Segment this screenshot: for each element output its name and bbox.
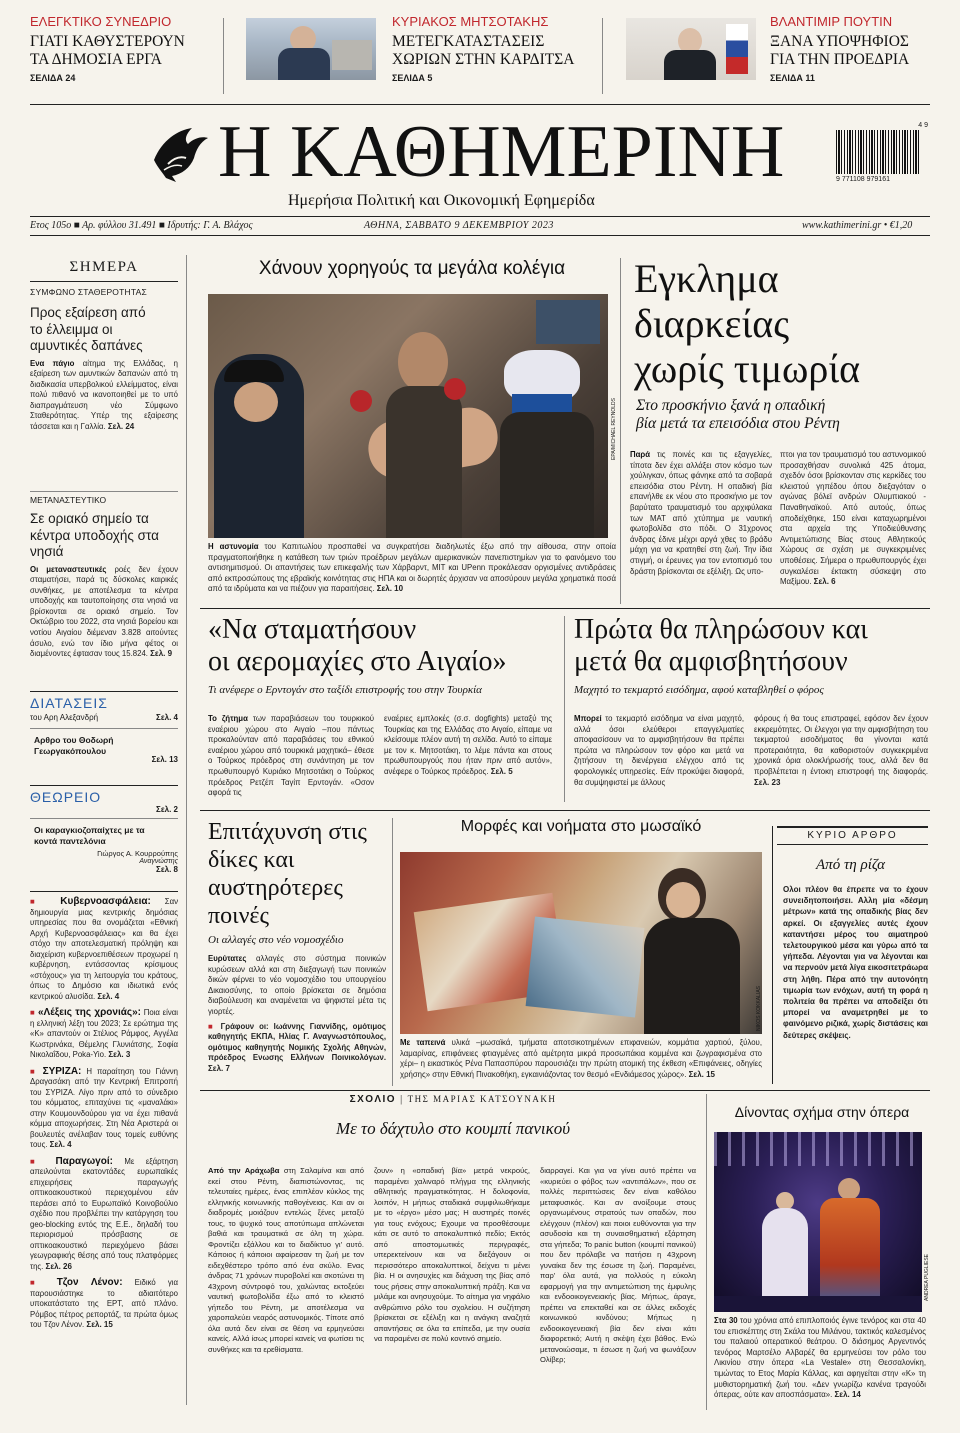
masthead-rule (30, 235, 930, 236)
tax-deck: Μαχητό το τεκμαρτό εισόδημα, αφού καταβληθεί ο φόρος (574, 684, 824, 696)
brief-item[interactable] (30, 1067, 178, 1151)
page-ref: Σελ. 15 (688, 1069, 715, 1079)
separator: | (396, 1094, 408, 1105)
lead-headline: διαρκείας (634, 301, 790, 346)
divider (602, 18, 603, 94)
divider (223, 18, 224, 94)
masthead-rule (30, 216, 930, 217)
commentary-author: ΤΗΣ ΜΑΡΙΑΣ ΚΑΤΣΟΥΝΑΚΗ (407, 1094, 557, 1104)
person-face (234, 382, 278, 422)
teaser-kicker: ΚΥΡΙΑΚΟΣ ΜΗΤΣΟΤΑΚΗΣ (392, 14, 549, 29)
lead-text: τις ποινές και τις εξαγγελίες, τίποτα δεν έχει αλλάξει στον κόσμο των χούλιγκαν, όπως φάνηκε από τα σοβαρά επεισόδια στου Ρέντη. Η οπαδική βία επανήλθε εκ νέου στο προσκήνιο με τον βαρύτατο τραυματισμό του αρχιφύλακα των ΜΑΤ από χτύπημα με ναυτική φωτοβολίδα στο πόδι. Ο 31χρονος άνδρας έδινε μέχρι αργά χθες το βράδυ μάχη για να κρατηθεί στη ζωή. Την ίδια στιγμή, οι έρευνες για τον εντοπισμό του δράστη βρίσκονται σε εξέλιξη. Ως υπο- (630, 450, 772, 576)
sign-board (536, 300, 600, 344)
page-ref: Σελ. 15 (86, 1320, 113, 1329)
caption-lead: Στα 30 (714, 1316, 738, 1325)
sidebar-item[interactable] (30, 495, 178, 660)
divider (620, 258, 621, 604)
sidebar-headline: Σε οριακό σημείο τα κέντρα υποδοχής στα νησιά (30, 511, 159, 559)
lead-photo-headline: Χάνουν χορηγούς τα μεγάλα κολέγια (258, 258, 566, 279)
bullet-icon: ■ (208, 1021, 221, 1031)
sidebar-divider (186, 255, 187, 1405)
photo-credit: ANDREA PUGLIESE (924, 1254, 930, 1301)
sidebar-text (30, 359, 178, 433)
protester-figure (500, 412, 594, 538)
opera-caption (714, 1316, 926, 1401)
brief-lead: «Λέξεις της χρονιάς»: (38, 1007, 141, 1018)
justice-story[interactable] (208, 818, 386, 1082)
sidebar-text-lead: Ενα πάγιο (30, 358, 75, 368)
commentary-col-1 (208, 1166, 364, 1355)
commentary-text-lead: Από την Αράχωβα (208, 1166, 280, 1175)
bullet-icon: ■ (30, 897, 61, 906)
divider (30, 491, 178, 492)
brief-text: Η παραίτηση του Γιάννη Δραγασάκη από την Κεντρική Επιτροπή του ΣΥΡΙΖΑ. Λίγο πριν από το σύνεδριο του κόμματος, επιταχύνει τις «μαναλάκι» στην Κουμουνδούρου για να έχει πιθανά κόμμα αποχωρήσεις. Στη Νέα Αριστερά οι βουλευτές ανέλαβαν τους τομείς ευθύνης τους. (30, 1066, 178, 1149)
lead-story[interactable] (628, 256, 930, 606)
lead-headline: Εγκλημα (634, 256, 779, 301)
diataseis-row[interactable] (30, 713, 178, 722)
page-ref: Σελ. 7 (208, 1063, 230, 1073)
theoreio-label: Οι καραγκιοζοπαίχτες με τα κοντά παντελόνια (34, 825, 145, 846)
justice-headline: Επιτάχυνση στις δίκες και αυστηρότερες ποινές (208, 819, 367, 929)
editorial-label: ΚΥΡΙΟ ΑΡΘΡΟ (777, 826, 928, 845)
teaser-headline: ΤΑ ΔΗΜΟΣΙΑ ΕΡΓΑ (30, 51, 162, 68)
brief-lead: Τζον Λένον: (56, 1277, 123, 1288)
commentary-text: στη Σαλαμίνα και από εκεί στου Ρέντη, διαπιστώνοντας, τις τελευταίες ημέρες, ένας επιπλέον κύκλος της ελληνικής κοινωνικής παθογένειας. Και αν οι διαδρομές μοιάζουν εντελώς ξένες μεταξύ τους, το ψυχικό τους αποτύπωμα απλώνεται βαθιά και τραυματικά σε όλη τη χώρα. Φροντίζει εξάλλου και το διαδίκτυο γι' αυτό. Κάποιος ή κάποιοι αφαίρεσαν τη ζωή με τον ειδεχθέστερο τρόπο από ένα σκύλο. Ενας άνδρας 71 χρόνων πυροβολεί και σκοτώνει τη 43χρονη σύντροφό του, χαλώντας εκτοξεύει ναυτική φωτοβολίδα έξω από το κλειστό γήπεδο του Ρέντη, με αποτέλεσμα να χαροπαλεύει νεαρός αστυνομικός. Τίποτε από όλα αυτά δεν είναι σε θέση να ερμηνεύσει κανείς. Αλλά ίσως μπορεί κανείς να φωτίσει τις συνθήκες και τα ερεθίσματα. (208, 1166, 365, 1354)
lead-deck: βία μετά τα επεισόδια στου Ρέντη (636, 415, 840, 432)
page-ref: Σελ. 2 (156, 805, 178, 814)
singer-dress (762, 1208, 808, 1306)
eagle-logo-icon (148, 120, 212, 186)
caption-lead: Με ταπεινά (400, 1038, 446, 1047)
brief-item[interactable] (30, 897, 178, 1002)
page-ref: Σελ. 13 (151, 755, 178, 764)
page-ref: Σελ. 23 (754, 777, 781, 787)
sidebar-text (30, 565, 178, 660)
brief-item[interactable] (30, 1008, 178, 1061)
sidebar-today-title: ΣΗΜΕΡΑ (69, 259, 139, 275)
teaser-headline: ΜΕΤΕΓΚΑΤΑΣΤΑΣΕΙΣ (392, 33, 545, 50)
lead-headline: χωρίς τιμωρία (634, 346, 861, 391)
teaser-photo-mitsotakis[interactable] (246, 18, 376, 80)
person-figure (664, 50, 716, 80)
person-figure (278, 48, 330, 80)
aegean-story[interactable] (208, 614, 554, 804)
red-paint (350, 390, 372, 412)
page-ref: Σελ. 8 (156, 865, 178, 874)
aegean-col-1 (208, 714, 374, 799)
divider (30, 818, 178, 819)
tax-text: φόρους ή θα τους επιστραφεί, εφόσον δεν έχουν εκκρεμότητες. Οι έλεγχοι για την αμφισβήτηση του τεκμαρτού εισοδήματος θα γίνονται κατά προτεραιότητα, θα καθοριστούν συγκεκριμένα χρονικά όρια ολοκλήρωσής τους, αλλά δεν θα προβλέπεται η έντοκη επιστροφή της διαφοράς. (754, 714, 928, 776)
commentary-text: διαρραγεί. Και για να γίνει αυτό πρέπει να «κυριεύει ο φόβος των «αντιπάλων», που σε πολλές περιπτώσεις δεν είναι καθόλου μεταφυσικός. Και αν ανοίξουμε στους οργανωμένους στρατούς των οπαδών, που ελέγχουν (πλέον) και ποιοι ευθύνονται για την ασυδοσία και τη συναισθηματική εξάρτηση στα γήπεδα; To panic button (κουμπί πανικού) που δεν πρόλαβε να πατήσει η 43χρονη γυναίκα δεν της έσωσε τη ζωή. Παραμένει, παρ' όλα αυτά, για πολλούς η εύκολη εφαρμογή για την αντιμετώπιση της έμφυλης και ενδοοικογενειακής βίας. Μήπως, άραγε, πρέπει να επεκταθεί και σε άλλες εκδοχές κοινωνικού κινδύνου; Μήπως η ενδοοικογενειακή βία δεν είναι κάτι διαφορετικό; Αυτή η σκέψη έχει βάθος. Ενώ μετανοιώσαμε, τι έσωσε η ζωή να φωνάξουν Ολίβερ; (540, 1166, 696, 1364)
justice-text-lead: Ευρύτατες (208, 954, 247, 963)
caption-text: του Καπιτωλίου προσπαθεί να συγκρατήσει διαδηλωτές έξω από την αίθουσα, στην οποία πραγματοποιήθηκε η κατάθεση των τριών προέδρων μεγάλων αμερικανικών πανεπιστημίων για το φαινόμενο του αντισημιτισμού. Οι απαντήσεις των επικεφαλής των Χάρβαρντ, ΜΙΤ και UPenn προκάλεσαν οργισμένες αντιδράσεις από εκπροσώπους της εβραϊκής κοινότητας στις ΗΠΑ και οι δωρητές άρχισαν να αποσύρουν μεγάλα χρηματικά ποσά από τα ιδρύματα και να πιέζουν για παραιτήσεις. (208, 542, 616, 594)
page-ref: Σελ. 24 (107, 422, 135, 432)
diataseis-row[interactable] (30, 735, 178, 764)
brief-text: Σαν δημιουργία μιας κεντρικής δημόσιας υπηρεσίας που θα ονομάζεται «Εθνική Αρχή Κυβερνοασφάλειας» και θα έχει στόχο την αποτελεσματική πρόληψη και διαχείριση κυβερνοεπιθέσεων προχωρεί η κυβέρνηση, εντάσσοντας κρίσιμους «στόχους» για τη λειτουργία του κράτους, όπως το Δημόσιο και ιδιωτικά ενός κεντρικού αλυσίδα. (30, 897, 178, 1001)
brief-item[interactable] (30, 1157, 178, 1273)
commentary-label: ΣΧΟΛΙΟ (349, 1094, 397, 1105)
tax-col-1 (574, 714, 744, 788)
photo-credit: NIKOS KOKKALIAS (756, 986, 762, 1032)
opera-block[interactable] (714, 1104, 930, 1408)
red-paint (444, 378, 466, 400)
divider (200, 608, 930, 609)
divider (392, 818, 393, 1086)
barcode-number: 9 771108 979161 (836, 176, 890, 183)
sidebar-kicker: ΣΥΜΦΩΝΟ ΣΤΑΘΕΡΟΤΗΤΑΣ (30, 287, 147, 297)
divider (30, 728, 178, 729)
editorial-box[interactable] (772, 826, 928, 1084)
lead-photo-caption (208, 542, 616, 595)
sidebar-item[interactable] (30, 287, 178, 433)
brief-item[interactable] (30, 1278, 178, 1331)
commentary-header (208, 1094, 698, 1105)
commentary-title: Με το δάχτυλο στο κουμπί πανικού (335, 1119, 571, 1138)
divider (200, 810, 930, 811)
bullet-icon: ■ (30, 1278, 57, 1287)
lead-photo-block[interactable] (208, 258, 616, 600)
theoreio-item[interactable] (30, 825, 178, 874)
photo-credit: EPA/MICHAEL REYNOLDS (611, 398, 617, 460)
lead-col-1 (630, 450, 772, 577)
website-price[interactable]: www.kathimerini.gr • €1,20 (802, 220, 913, 231)
divider (30, 785, 178, 786)
teaser-kicker: ΕΛΕΓΚΤΙΚΟ ΣΥΝΕΔΡΙΟ (30, 14, 172, 29)
lead-text-lead: Παρά (630, 450, 651, 459)
sidebar-text-body: αίτημα της Ελλάδας, η εξαίρεση των αμυντικών δαπανών από τη διαδικασία υπερβολικού ελλείμματος, είναι πολύ πιθανό να ικανοποιηθεί με το υπό διαπραγμάτευση νέο Σύμφωνο Σταθερότητας. Υπέρ της εξαίρεσης τάσσεται και η Γαλλία. (30, 358, 178, 432)
commentary-col-2 (374, 1166, 530, 1345)
aegean-text: εναέριες εμπλοκές (σ.σ. dogfights) μεταξύ της Τουρκίας και της Ελλάδας στο Αιγαίο, είπαμε να κλείσουμε πλέον αυτή τη σελίδα. Αυτό το είπαμε με τον κ. Μητσοτάκη, το λέμε πάντα και στους πρωθυπουργούς που ήταν πριν από αυτόν», ανέφερε ο Τούρκος πρόεδρος. (384, 714, 552, 776)
column-label: του Αρη Αλεξανδρή (30, 713, 99, 722)
theoreio-role: Αναγνώστης (139, 858, 178, 865)
justice-deck: Οι αλλαγές στο νέο νομοσχέδιο (208, 934, 344, 946)
sidebar-text-lead: Οι μεταναστευτικές (30, 564, 107, 574)
aegean-headline: «Να σταματήσουν (208, 614, 417, 645)
artwork-panel (526, 916, 645, 1017)
diataseis-box (30, 695, 178, 764)
sidebar-text-body: ροές δεν έχουν σταματήσει, παρά τις δύσκολες καιρικές συνθήκες, με αποτέλεσμα τα κέντρα υποδοχής και ταυτοποίησης στα νησιά να βρίσκονται σε οριακό σημείο. Τον Οκτώβριο του 2022, στα νησιά βορείου και νοτίου Αιγαίου διέμεναν 3.828 αιτούντες άσυλο, ενώ τον ίδιο μήνα φέτος οι διαμένοντες έφτασαν τους 15.824. (30, 564, 178, 659)
diataseis-title: ΔΙΑΤΑΣΕΙΣ (30, 695, 108, 711)
divider (706, 1094, 707, 1410)
barcode (836, 122, 928, 188)
page-ref: Σελ. 3 (108, 1050, 131, 1059)
top-rule (30, 104, 930, 105)
newspaper-title: Η ΚΑΘΗΜΕΡΙΝΗ (218, 111, 785, 193)
flag-shape (726, 24, 748, 74)
divider (30, 281, 178, 282)
sidebar-kicker: ΜΕΤΑΝΑΣΤΕΥΤΙΚΟ (30, 495, 107, 505)
page-ref: Σελ. 9 (150, 649, 173, 659)
brief-text: Ειδικό για παρουσιάστηκε το αδιαιτότερο υποκατάστατο της ΕΡΤ, από πλάνο. Ρόμβος πέτρος ρεπορτάζ, τα πρώτα όμως του Τζον Λένον. (30, 1278, 178, 1329)
page-ref: Σελ. 4 (156, 713, 178, 722)
teaser-headline: ΞΑΝΑ ΥΠΟΨΗΦΙΟΣ (770, 33, 909, 50)
mosaic-headline: Μορφές και νοήματα στο μωσαϊκό (460, 818, 702, 835)
justice-note-text: οι: Ιωάννης Γιανvίδης, ομότιμος καθηγητής ΕΚΠΑ, Ηλίας Γ. Αναγνωστόπουλος, ομότιμος καθηγητής Νομικής Σχολής Αθηνών, πρόεδρος Ενωσης Ελλήνων Ποινικολόγων. (208, 1021, 386, 1063)
teaser-kicker: ΒΛΑΝΤΙΜΙΡ ΠΟΥΤΙΝ (770, 14, 893, 29)
teaser-headline: ΓΙΑΤΙ ΚΑΘΥΣΤΕΡΟΥΝ (30, 33, 185, 50)
tax-headline: Πρώτα θα πληρώσουν και (574, 614, 868, 645)
tax-col-2 (754, 714, 928, 788)
commentary-col-3 (540, 1166, 696, 1366)
lead-col-2 (780, 450, 926, 588)
teaser-2[interactable] (392, 14, 592, 94)
tax-headline: μετά θα αμφισβητήσουν (574, 646, 848, 677)
teaser-page: ΣΕΛΙΔΑ 5 (392, 73, 433, 83)
police-cap (224, 360, 284, 382)
issue-info: Ετος 105ο ■ Αρ. φύλλου 31.491 ■ Ιδρυτής: Γ. Α. Βλάχος (30, 220, 253, 231)
commentary-text: ζουν» η «οπαδική βία» μετρά νεκρούς, παραμένει χαλιναρό πλήγμα της ελληνικής αθλητικής πραγματικότητας. Η δολοφονία, λοιπόν, Η μήπως σταδιακά συμφιλιωθήκαμε με το «έργο» μέσο μας; Η αυστηρές ποινές για τους ενόχους; Εχουμε να προσθέσουμε κάτι σε αυτό το αποκαλυπτικό πεδίο; Εκτός από αποστομωτικές περιγραφές, υπερεκτείνουν και να διεξάγουν οι περισσότερο αποκαλυπτικοί, δείχνει τι μένει βία. Η οι ανησυχίες και διάχυση της βίας από τους ρήσεις στην αποκαλυπτική πράξη. Και να μιλάμε και ανησυχούμε. Το αίτημα για νηφάλιο ανθρώπινο ρόλο του σχολείου. Η συζήτηση βρίσκεται σε εξέλιξη και η ανάγκη αναζητά απαντήσεις σε όλα τα επίπεδα, με την ουσία να παραμένει σε πολύ κοντινό σημείο. (374, 1166, 530, 1343)
theoreio-box (30, 789, 178, 874)
justice-note (208, 1022, 386, 1075)
aegean-headline: οι αερομαχίες στο Αιγαίο» (208, 646, 507, 677)
divider (30, 891, 178, 892)
caption-lead: Η αστυνομία (208, 542, 259, 551)
teaser-page: ΣΕΛΙΔΑ 11 (770, 73, 815, 83)
barcode-top-number: 4 9 (918, 122, 928, 129)
protester-figure (386, 386, 462, 538)
briefs-list (30, 897, 178, 1331)
justice-text-body: αλλαγές στο σύστημα ποινικών κυρώσεων αλλά και στη διεξαγωγή των ποινικών δικών φέρνει το νέο νομοσχέδιο του υπουργείου Δικαιοσύνης, το οποίο βρίσκεται σε δημόσια διαβούλευση και αναμένεται να ψηφιστεί μέτα τις γιορτές. (208, 954, 386, 1016)
page-ref: Σελ. 14 (834, 1390, 861, 1400)
bullet-icon: ■ (30, 1066, 43, 1076)
teaser-photo-putin[interactable] (626, 18, 756, 80)
page-ref: Σελ. 4 (49, 1140, 72, 1149)
page-ref: Σελ. 6 (813, 577, 836, 587)
divider (200, 1090, 930, 1091)
page-ref: Σελ. 26 (45, 1261, 72, 1271)
page-ref: Σελ. 5 (490, 766, 513, 776)
protester-figure (398, 332, 448, 392)
teaser-headline: ΓΙΑ ΤΗΝ ΠΡΟΕΔΡΙΑ (770, 51, 910, 68)
tax-text: το τεκμαρτό εισόδημα να είναι μαχητό, αλλά όσοι ελεύθεροι επαγγελματίες αποφασίσουν να το αμφισβητήσουν θα πρέπει πρώτα να πληρώσουν τον φόρο και μετά να ζητήσουν τη διενέργεια ελέγχου από τις φορολογικές υπηρεσίες. Εάν προκύψει διαφορά, θα συμψηφιστεί με άλλους (574, 714, 744, 787)
aegean-deck: Τι ανέφερε ο Ερντογάν στο ταξίδι επιστροφής του στην Τουρκία (208, 684, 482, 696)
teaser-strip (30, 14, 930, 100)
theoreio-title: ΘΕΩΡΕΙΟ (30, 789, 102, 805)
teaser-page: ΣΕΛΙΔΑ 24 (30, 73, 76, 83)
teaser-3[interactable] (770, 14, 930, 94)
caption-text: υλικά –μωσαϊκά, τμήματα αποτσικοτημένων επιφανειών, κομμάτια χαρτιού, ξύλου, λαμαρίνας, επιφάνειες φτιαγμένες από αμέτρητα μικρά προσωπάκια κομμένα και ζωγραφισμένα στο χέρι– η εικαστικός Ρένα Παπασπύρου παρουσιάζει την πρώτη ατομική της έκθεση «Επιφάνειες, οδηγίες χρήσης» στην Εθνική Πινακοθήκη, εγκαινιάζοντας τον θεσμό «Ενδιάμεσος χώρος». (400, 1038, 762, 1079)
brief-lead: ΣΥΡΙΖΑ: (42, 1065, 82, 1077)
stage-light (714, 1132, 922, 1166)
opera-photo (714, 1132, 922, 1312)
mosaic-block[interactable] (400, 818, 762, 1084)
divider (30, 691, 178, 692)
stage-floor (714, 1296, 922, 1312)
artist-face (666, 882, 700, 918)
aegean-text-lead: Το ζήτημα (208, 714, 248, 723)
newspaper-subtitle: Ημερήσια Πολιτική και Οικονομική Εφημερίδα (288, 192, 595, 209)
page-ref: Σελ. 10 (376, 584, 404, 594)
tax-text-lead: Μπορεί (574, 714, 602, 723)
aegean-text: των παραβιάσεων του τουρκικού εναέριου χώρου στο Αιγαίο –που πάντως προκαλούνταν από παραβιάσεις του εθνικού εναέριου χώρου από τουρκικά μαχητικά– έθεσε ο Τούρκος πρόεδρος στη συνάντηση με τον πρωθυπουργό Κυριάκο Μητσοτάκη ο Τούρκος πρόεδρος Ρετζέπ Ταγίπ Ερντογάν. «Οσον αφορά τις (208, 714, 374, 798)
artist-figure (644, 918, 740, 1034)
page-ref: Σελ. 4 (97, 991, 120, 1001)
lead-deck: Στο προσκήνιο ξανά η οπαδική (636, 397, 826, 414)
aegean-col-2 (384, 714, 552, 778)
mosaic-photo (400, 852, 762, 1034)
tax-story[interactable] (574, 614, 930, 804)
singer-costume (820, 1198, 880, 1310)
teaser-headline: ΧΩΡΙΩΝ ΣΤΗΝ ΚΑΡΔΙΤΣΑ (392, 51, 575, 68)
lead-photo (208, 294, 608, 538)
sidebar-headline: Προς εξαίρεση από το έλλειμμα οι αμυντικές δαπάνες (30, 305, 146, 353)
editorial-text: Ολοι πλέον θα έπρεπε να το έχουν συνειδητοποιήσει. Αλλη μία «δέσμη μέτρων» κατά της οπαδικής βίας δεν αρκεί. Οι εξαγγελίες αυτές έχουν καταντήσει μέρος του αιματηρού τελετουργικού μέσα και γύρω από τα γήπεδα. Λέγονται για να λέγονται και να περνούν μετά λίγα εικοσιτετράωρα στη λήθη. Πέρα από την αυτονόητη τιμωρία των ενόχων, αυτή τη φορά η πολιτεία θα πρέπει να αποδείξει ότι μπορεί να αναμετρηθεί με το φαινόμενο ριζικά, χωρίς διστάσεις και δεύτερες σκέψεις. (783, 885, 928, 1040)
brief-lead: Κυβερνοασφάλεια: (60, 896, 151, 907)
brief-text: Με εξάρτηση απειλούνται εκατοντάδες ευρωπαϊκές επιχειρήσεις παραγωγής οπτικοακουστικού περιεχομένου εάν περάσει από το Ευρωπαϊκό Κοινοβούλιο σχέδιο που προβλέπει την κατάργηση του geo-blocking εντός της Ε.Ε., δηλαδή του περιορισμού πρόσβασης σε οπτικοακουστικό περιεχόμενο βάσει γεωγραφικής θέσης από τους πλατφόρμες της. (30, 1156, 178, 1271)
barcode-bars (836, 130, 920, 174)
caption-text: του χρόνια από επιπλοποιός έγινε τενόρος και στα 40 του επισκέπτης στη Σκάλα του Μιλάνου, τακτικός καλεσμένος του παλαιού οπερατικού θεάτρου. Ο διάσημος Αργεντινός τενόρος Μαρτσέλο Αλβαρέζ θα ερμηνεύσει τον ρόλο του Λικινίου στην όπερα «La Vestale» στη Θεσσαλονίκη, τιμώντας το Ετος Μαρία Κάλλας, και αφηγείται στην «Κ» τη μυθιστορηματική ζωή του. «Δεν γνωρίζω κανένα τραγούδι όπερας, ούτε καν αποσπάσματα». (714, 1316, 926, 1400)
issue-date: ΑΘΗΝΑ, ΣΑΒΒΑΤΟ 9 ΔΕΚΕΜΒΡΙΟΥ 2023 (364, 220, 554, 231)
masthead (30, 110, 930, 242)
opera-headline: Δίνοντας σχήμα στην όπερα (734, 1104, 910, 1120)
column-label: Αρθρο του Θοδωρή Γεωργακόπουλου (34, 735, 114, 756)
theoreio-author: Γιώργος Α. Κουρρούπης (97, 849, 178, 858)
editorial-title: Από τη ρίζα (816, 857, 885, 873)
bullet-icon: ■ (30, 1008, 38, 1017)
sidebar (30, 255, 178, 1405)
divider (564, 616, 565, 802)
lead-text: πτοι για τον τραυματισμό του αστυνομικού προσαχθήσαν συνολικά 425 άτομα, σχεδόν όσοι βρίσκονταν στις κερκίδες του κλειστού γηπέδου όπου διεξαγόταν ο αγώνας βόλεϊ ανδρών Ολυμπιακού - Παναθηναϊκού. Από αυτούς, όπως αποδείχθηκε, 150 είναι καταχωρημένοι στα αρχεία της Υποδιεύθυνσης Αντιμετώπισης Βίας στους Αθλητικούς Χώρους σε σχέση με συγκεκριμένες υποθέσεις. Σήμερα ο πρωθυπουργός έχει συγκαλέσει έκτακτη σύσκεψη στο Μαξίμου. (780, 450, 926, 587)
commentary[interactable] (208, 1094, 698, 1410)
justice-note-lead: Γράφουν (220, 1021, 255, 1031)
singer-figure (838, 1178, 860, 1200)
mosaic-caption (400, 1038, 762, 1080)
building-shape (332, 40, 372, 70)
brief-text: Ποια είναι η ελληνική λέξη του 2023; Σε ερώτημα της «Κ» απαντούν οι Στέλιος Ράμφος, Αγγέλα Κωστρινάκα, Θέμελης Γλυνιάτσης, Σοφία Νικολαΐδου, Poka-Yio. (30, 1008, 178, 1059)
brief-lead: Παραγωγοί: (55, 1155, 113, 1167)
bullet-icon: ■ (30, 1156, 56, 1166)
teaser-1[interactable] (30, 14, 210, 94)
justice-text (208, 954, 386, 1018)
